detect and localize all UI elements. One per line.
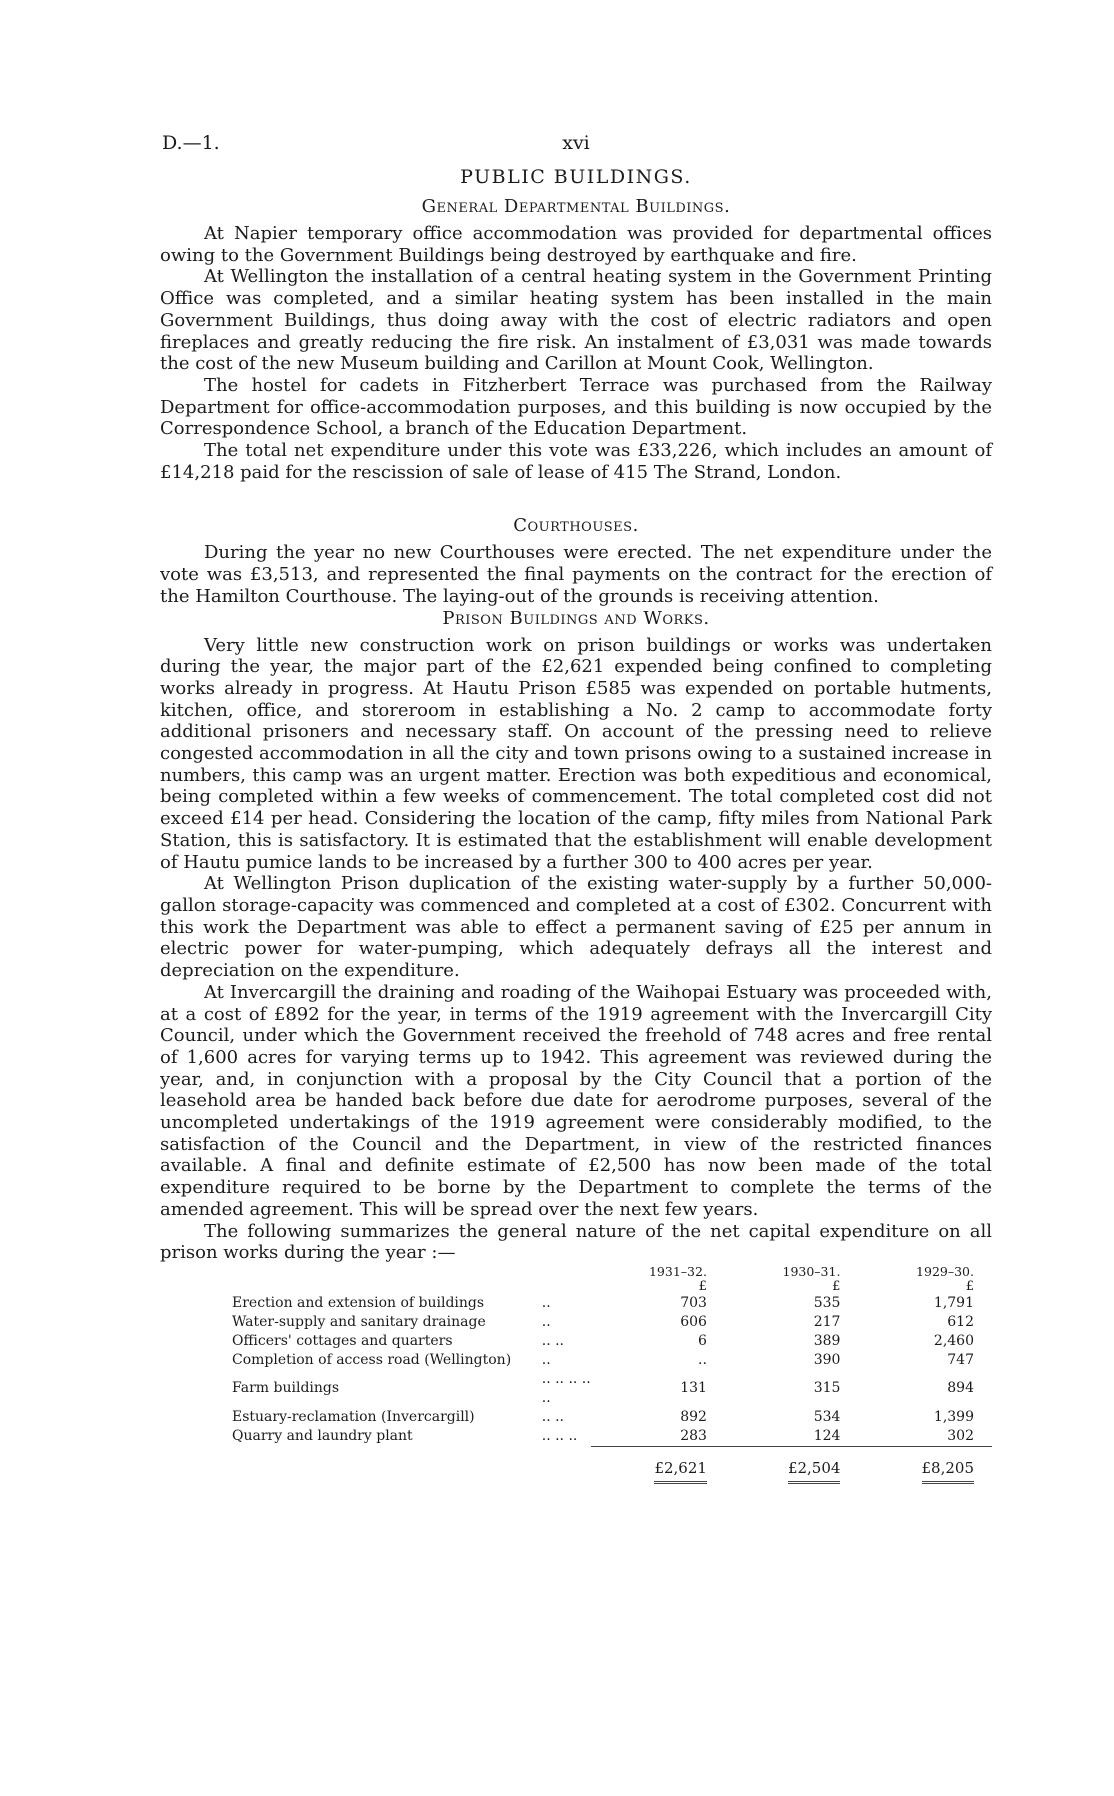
year-header: 1929–30. xyxy=(916,1263,974,1279)
total-value: £2,621 xyxy=(591,1446,725,1484)
row-label: Completion of access road (Wellington) xyxy=(232,1351,512,1368)
page-number: xvi xyxy=(562,132,590,154)
paragraph: At Wellington Prison duplication of the existing water-supply by a further 50,000-gallon storage-capacity was commenced and completed at a cost of £302. Concurrent with this work the Department was able to effect a permanent saving of £25 per annum in electric power for water-pumping, which adequately defrays all the interest and depreciation on the expenditure. xyxy=(160,873,992,982)
cell-value: 283 xyxy=(680,1427,707,1444)
leader-dots: .. .. xyxy=(541,1408,565,1425)
leader-dots: .. xyxy=(541,1313,551,1330)
row-label: Estuary-reclamation (Invercargill) xyxy=(232,1408,475,1425)
unit-symbol: £ xyxy=(965,1278,974,1294)
cell-value: 703 xyxy=(680,1294,707,1311)
year-header: 1930–31. xyxy=(782,1263,841,1279)
cell-value: 315 xyxy=(813,1380,841,1397)
leader-dots: .. .. .. xyxy=(541,1428,578,1445)
paragraph: At Invercargill the draining and roading of the Waihopai Estuary was proceeded with, at a cost of £892 for the year, in terms of the 1919 agreement with the Invercargill City Council, under which the Government received the freehold of 748 acres and free rental of 1,600 acres for varying terms up to 1942. This agreement was reviewed during the year, and, in conjunction with a proposal by the City Council that a portion of the leasehold area be handed back before due date for aerodrome purposes, several of the uncompleted undertakings of the 1919 agreement were considerably modified, to the satisfaction of the Council and the Department, in view of the restricted finances available. A final and definite estimate of £2,500 has now been made of the total expenditure required to be borne by the Department to complete the terms of the amended agreement. This will be spread over the next few years. xyxy=(160,981,992,1220)
document-page xyxy=(160,132,992,1484)
cell-value: 612 xyxy=(947,1313,974,1330)
year-header: 1931–32. xyxy=(648,1263,707,1279)
cell-value: 534 xyxy=(813,1408,841,1425)
total-value: £8,205 xyxy=(858,1446,992,1484)
cell-value: 217 xyxy=(813,1313,841,1330)
row-label: Farm buildings xyxy=(232,1380,340,1397)
page-header xyxy=(160,132,992,162)
cell-value: 124 xyxy=(813,1427,841,1444)
cell-value: 302 xyxy=(947,1427,974,1444)
table-year-header xyxy=(160,1264,992,1280)
section-heading-prison-buildings: Prison Buildings and Works. xyxy=(442,607,710,629)
expenditure-table xyxy=(160,1264,992,1484)
cell-value: 1,399 xyxy=(933,1408,974,1425)
page-title: PUBLIC BUILDINGS. xyxy=(460,166,692,188)
document-reference: D.—1. xyxy=(162,132,220,154)
leader-dots: .. xyxy=(541,1294,551,1311)
paragraph: During the year no new Courthouses were erected. The net expenditure under the vote was £3,513, and represented the final payments on the contract for the erection of the Hamilton Courthouse. The laying-out of the grounds is receiving attention. xyxy=(160,542,992,607)
cell-value: 535 xyxy=(813,1294,841,1311)
table-row xyxy=(160,1370,992,1408)
cell-value: 389 xyxy=(813,1332,841,1349)
table-row xyxy=(160,1408,992,1427)
unit-symbol: £ xyxy=(698,1278,707,1294)
cell-value: 1,791 xyxy=(933,1294,974,1311)
row-label: Quarry and laundry plant xyxy=(232,1428,413,1445)
table-total-row xyxy=(160,1446,992,1484)
table-row xyxy=(160,1313,992,1332)
section-heading-courthouses: Courthouses. xyxy=(513,515,639,537)
unit-symbol: £ xyxy=(832,1278,841,1294)
paragraph: The total net expenditure under this vote was £33,226, which includes an amount of £14,218 paid for the rescission of sale of lease of 415 The Strand, London. xyxy=(160,440,992,483)
section-heading-general-departmental: General Departmental Buildings. xyxy=(421,196,731,217)
cell-value: 2,460 xyxy=(933,1332,974,1349)
paragraph: The hostel for cadets in Fitzherbert Terrace was purchased from the Railway Department for office-accommodation purposes, and this building is now occupied by the Correspondence School, a branch of the Education Department. xyxy=(160,374,992,440)
paragraph: Very little new construction work on prison buildings or works was undertaken during the year, the major part of the £2,621 expended being confined to completing works already in progress. At Hautu Prison £585 was expended on portable hutments, kitchen, office, and storeroom in establishing a No. 2 camp to accommodate forty additional prisoners and necessary staff. On account of the pressing need to relieve congested accommodation in all the city and town prisons owing to a sustained increase in numbers, this camp was an urgent matter. Erection was both expeditious and economical, being completed within a few weeks of commencement. The total completed cost did not exceed £14 per head. Considering the location of the camp, fifty miles from National Park Station, this is satisfactory. It is estimated that the establishment will enable development of Hautu pumice lands to be increased by a further 300 to 400 acres per year. xyxy=(160,634,992,873)
leader-dots: .. .. xyxy=(541,1332,565,1349)
leader-dots: .. xyxy=(541,1351,551,1368)
cell-value: 747 xyxy=(947,1351,974,1368)
cell-value: 894 xyxy=(947,1380,974,1397)
paragraph: At Napier temporary office accommodation was provided for departmental offices owing to the Government Buildings being destroyed by earthquake and fire. xyxy=(160,223,992,266)
cell-value: 390 xyxy=(813,1351,841,1368)
total-value: £2,504 xyxy=(725,1446,859,1484)
row-label: Officers' cottages and quarters xyxy=(232,1332,453,1349)
paragraph: At Wellington the installation of a central heating system in the Government Printing Office was completed, and a similar heating system has been installed in the main Government Buildings, thus doing away with the cost of electric radiators and open fireplaces and greatly reducing the fire risk. An instalment of £3,031 was made towards the cost of the new Museum building and Carillon at Mount Cook, Wellington. xyxy=(160,266,992,375)
leader-dots: .. .. .. .. .. xyxy=(541,1370,591,1406)
cell-value: 892 xyxy=(680,1408,707,1425)
row-label: Erection and extension of buildings xyxy=(232,1294,485,1311)
cell-value: 6 xyxy=(698,1332,707,1349)
cell-value: 606 xyxy=(680,1313,707,1330)
cell-value: 131 xyxy=(680,1380,707,1397)
table-row xyxy=(160,1427,992,1447)
paragraph: The following summarizes the general nature of the net capital expenditure on all prison works during the year :— xyxy=(160,1220,992,1264)
table-unit-row xyxy=(160,1280,992,1294)
table-row xyxy=(160,1351,992,1370)
row-label: Water-supply and sanitary drainage xyxy=(232,1313,486,1330)
table-row xyxy=(160,1332,992,1351)
table-row xyxy=(160,1294,992,1313)
cell-value: .. xyxy=(698,1351,707,1368)
